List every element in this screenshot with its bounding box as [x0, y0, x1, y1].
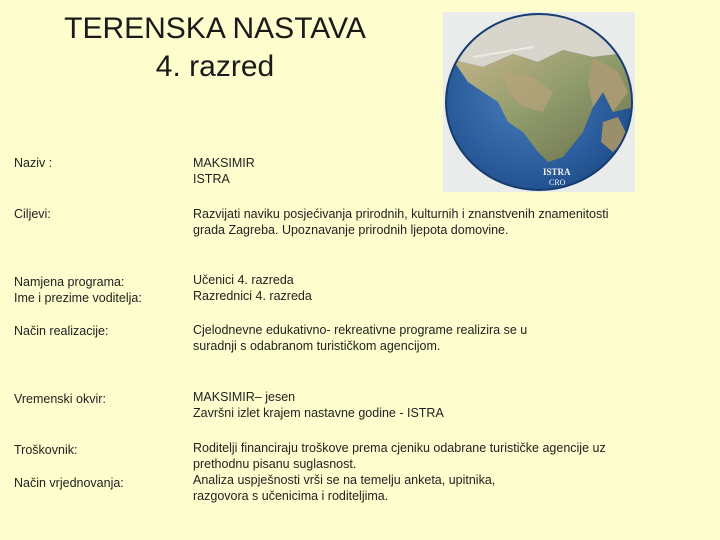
value-troskovnik [193, 440, 606, 504]
value-line: Analiza uspješnosti vrši se na temelju anketa, upitnika, [193, 473, 496, 487]
value-line: Razvijati naviku posjećivanja prirodnih, kulturnih i znanstvenih znamenitosti [193, 207, 609, 221]
value-line: Učenici 4. razreda [193, 273, 294, 287]
label-line: Namjena programa: [14, 275, 125, 289]
title-line-1: TERENSKA NASTAVA [64, 12, 366, 45]
value-line: Roditelji financiraju troškove prema cjeniku odabrane turističke agencije uz [193, 441, 606, 455]
value-line: MAKSIMIR [193, 156, 255, 170]
value-line: Cjelodnevne edukativno- rekreativne programe realizira se u [193, 323, 528, 337]
label-namjena [14, 274, 142, 306]
istra-map-image [443, 12, 635, 192]
value-line: Razrednici 4. razreda [193, 289, 312, 303]
value-line: prethodnu pisanu suglasnost. [193, 457, 357, 471]
label-ciljevi: Ciljevi: [14, 207, 51, 221]
label-nacin-vrjednovanja: Način vrjednovanja: [14, 476, 124, 490]
label-line: Ime i prezime voditelja: [14, 291, 142, 305]
value-vremenski-okvir [193, 389, 444, 421]
title-line-2: 4. razred [155, 50, 275, 83]
value-naziv [193, 155, 255, 187]
label-vremenski-okvir: Vremenski okvir: [14, 392, 106, 406]
page-title [30, 10, 400, 86]
label-naziv: Naziv : [14, 156, 53, 170]
value-line: MAKSIMIR– jesen [193, 390, 296, 404]
label-nacin-realizacije: Način realizacije: [14, 324, 109, 338]
value-line: suradnji s odabranom turističkom agencijom. [193, 339, 441, 353]
value-line: razgovora s učenicima i roditeljima. [193, 489, 389, 503]
map-label-istra: ISTRA [543, 167, 571, 177]
value-line: ISTRA [193, 172, 230, 186]
value-ciljevi [193, 206, 609, 238]
label-troskovnik: Troškovnik: [14, 443, 78, 457]
map-label-cro: CRO [549, 178, 566, 187]
value-nacin-realizacije [193, 322, 527, 354]
value-line: grada Zagreba. Upoznavanje prirodnih ljepota domovine. [193, 223, 509, 237]
value-line: Završni izlet krajem nastavne godine - ISTRA [193, 406, 444, 420]
value-namjena [193, 272, 312, 304]
